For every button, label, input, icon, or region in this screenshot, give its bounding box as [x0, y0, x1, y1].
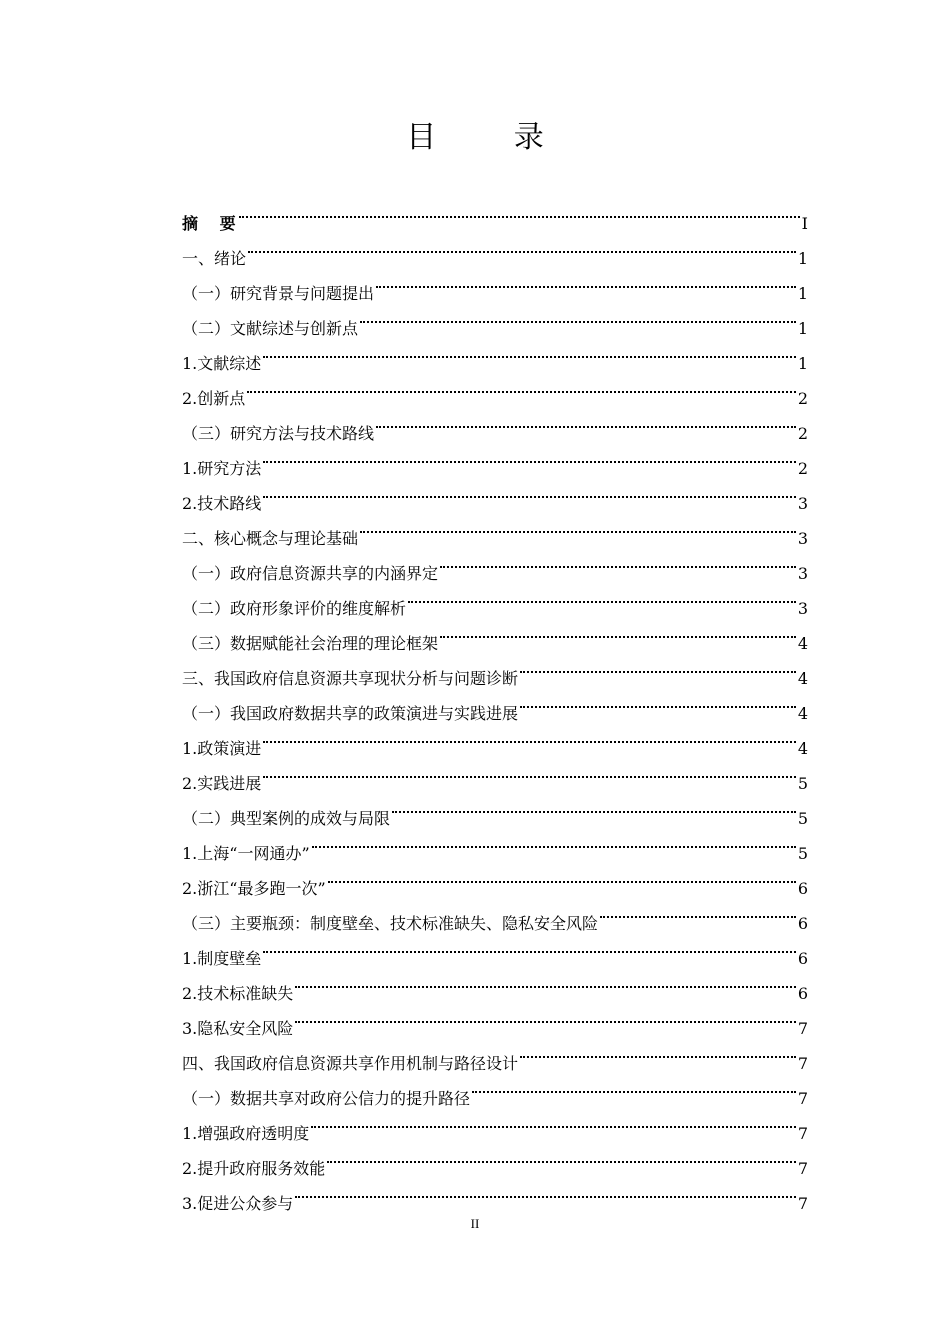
toc-entry-page-number: I: [801, 214, 808, 233]
toc-dot-leader: [360, 509, 796, 544]
toc-entry-page-number: 3: [797, 564, 808, 583]
toc-dot-leader: [327, 1139, 796, 1174]
toc-entry-page-number: 2: [797, 459, 808, 478]
toc-entry-label: （三）研究方法与技术路线: [182, 424, 375, 443]
toc-dot-leader: [440, 614, 796, 649]
toc-dot-leader: [248, 229, 796, 264]
toc-entry-label: 2.浙江“最多跑一次”: [182, 879, 326, 898]
toc-entry-label: 摘 要: [182, 214, 237, 233]
toc-entry-page-number: 7: [797, 1089, 808, 1108]
toc-entry[interactable]: [182, 334, 808, 373]
toc-entry[interactable]: [182, 439, 808, 478]
toc-entry[interactable]: [182, 789, 808, 828]
toc-dot-leader: [295, 999, 796, 1034]
toc-dot-leader: [263, 474, 796, 509]
toc-entry-page-number: 5: [797, 809, 808, 828]
toc-entry-label: （一）数据共享对政府公信力的提升路径: [182, 1089, 471, 1108]
toc-entry[interactable]: [182, 719, 808, 758]
toc-entry-page-number: 3: [797, 529, 808, 548]
toc-entry-label: 1.政策演进: [182, 739, 262, 758]
toc-dot-leader: [263, 439, 796, 474]
toc-entry-label: （一）研究背景与问题提出: [182, 284, 375, 303]
toc-dot-leader: [408, 579, 796, 614]
toc-entry[interactable]: [182, 754, 808, 793]
toc-entry-label: 三、我国政府信息资源共享现状分析与问题诊断: [182, 669, 519, 688]
toc-entry-label: （二）典型案例的成效与局限: [182, 809, 391, 828]
toc-dot-leader: [440, 544, 796, 579]
toc-dot-leader: [311, 1104, 796, 1139]
toc-dot-leader: [312, 824, 796, 859]
toc-entry-label: 2.创新点: [182, 389, 246, 408]
toc-entry-page-number: 5: [797, 844, 808, 863]
toc-entry-label: 3.促进公众参与: [182, 1194, 294, 1213]
toc-entry[interactable]: [182, 229, 808, 268]
toc-entry-page-number: 1: [797, 249, 808, 268]
toc-entry-page-number: 1: [797, 319, 808, 338]
toc-entry-page-number: 6: [797, 949, 808, 968]
toc-entry-label: （二）政府形象评价的维度解析: [182, 599, 407, 618]
toc-entry[interactable]: [182, 509, 808, 548]
toc-entry-label: 1.文献综述: [182, 354, 262, 373]
toc-entry-page-number: 3: [797, 494, 808, 513]
toc-dot-leader: [328, 859, 796, 894]
toc-entry-label: （二）文献综述与创新点: [182, 319, 359, 338]
toc-dot-leader: [239, 194, 800, 229]
toc-entry[interactable]: [182, 474, 808, 513]
toc-dot-leader: [295, 964, 796, 999]
toc-dot-leader: [376, 264, 796, 299]
toc-dot-leader: [520, 1034, 796, 1069]
toc-entry-label: 1.制度壁垒: [182, 949, 262, 968]
toc-entry-label: （三）数据赋能社会治理的理论框架: [182, 634, 439, 653]
toc-entry[interactable]: [182, 404, 808, 443]
toc-dot-leader: [520, 649, 796, 684]
page-title: 目 录: [406, 120, 578, 155]
toc-entry-page-number: 7: [797, 1124, 808, 1143]
toc-entry-page-number: 7: [797, 1194, 808, 1213]
toc-entry-page-number: 6: [797, 984, 808, 1003]
toc-entry-page-number: 7: [797, 1019, 808, 1038]
toc-dot-leader: [392, 789, 796, 824]
toc-entry-label: 1.上海“一网通办”: [182, 844, 310, 863]
toc-entry-label: （一）政府信息资源共享的内涵界定: [182, 564, 439, 583]
toc-dot-leader: [295, 1174, 796, 1209]
toc-dot-leader: [247, 369, 796, 404]
toc-entry-label: 2.技术路线: [182, 494, 262, 513]
toc-dot-leader: [263, 719, 796, 754]
toc-entry-page-number: 1: [797, 354, 808, 373]
toc-entry-label: 2.技术标准缺失: [182, 984, 294, 1003]
toc-entry-page-number: 6: [797, 879, 808, 898]
toc-entry-label: 一、绪论: [182, 249, 247, 268]
toc-entry-page-number: 7: [797, 1054, 808, 1073]
toc-entry-page-number: 4: [797, 669, 808, 688]
toc-entry[interactable]: [182, 964, 808, 1003]
toc-dot-leader: [600, 894, 796, 929]
toc-entry-label: 3.隐私安全风险: [182, 1019, 294, 1038]
toc-entry-label: 二、核心概念与理论基础: [182, 529, 359, 548]
toc-dot-leader: [472, 1069, 796, 1104]
toc-dot-leader: [263, 929, 796, 964]
toc-entry-label: （三）主要瓶颈：制度壁垒、技术标准缺失、隐私安全风险: [182, 914, 599, 933]
toc-entry-page-number: 5: [797, 774, 808, 793]
toc-entry-page-number: 1: [797, 284, 808, 303]
toc-entry-page-number: 7: [797, 1159, 808, 1178]
toc-entry-label: （一）我国政府数据共享的政策演进与实践进展: [182, 704, 519, 723]
toc-entry-page-number: 3: [797, 599, 808, 618]
toc-entry-page-number: 6: [797, 914, 808, 933]
toc-entry-label: 2.提升政府服务效能: [182, 1159, 326, 1178]
table-of-contents: [182, 194, 808, 1213]
toc-dot-leader: [520, 684, 796, 719]
toc-entry-page-number: 4: [797, 704, 808, 723]
toc-dot-leader: [263, 334, 796, 369]
toc-entry[interactable]: [182, 194, 808, 233]
toc-entry[interactable]: [182, 369, 808, 408]
toc-entry-page-number: 2: [797, 424, 808, 443]
toc-entry-label: 2.实践进展: [182, 774, 262, 793]
toc-entry[interactable]: [182, 929, 808, 968]
toc-entry-label: 1.研究方法: [182, 459, 262, 478]
toc-entry-label: 四、我国政府信息资源共享作用机制与路径设计: [182, 1054, 519, 1073]
toc-entry-page-number: 4: [797, 739, 808, 758]
toc-entry[interactable]: [182, 264, 808, 303]
page-number-footer: II: [470, 1216, 480, 1231]
toc-entry-label: 1.增强政府透明度: [182, 1124, 310, 1143]
toc-dot-leader: [376, 404, 796, 439]
toc-entry-page-number: 4: [797, 634, 808, 653]
toc-entry-page-number: 2: [797, 389, 808, 408]
toc-dot-leader: [263, 754, 796, 789]
toc-dot-leader: [360, 299, 796, 334]
